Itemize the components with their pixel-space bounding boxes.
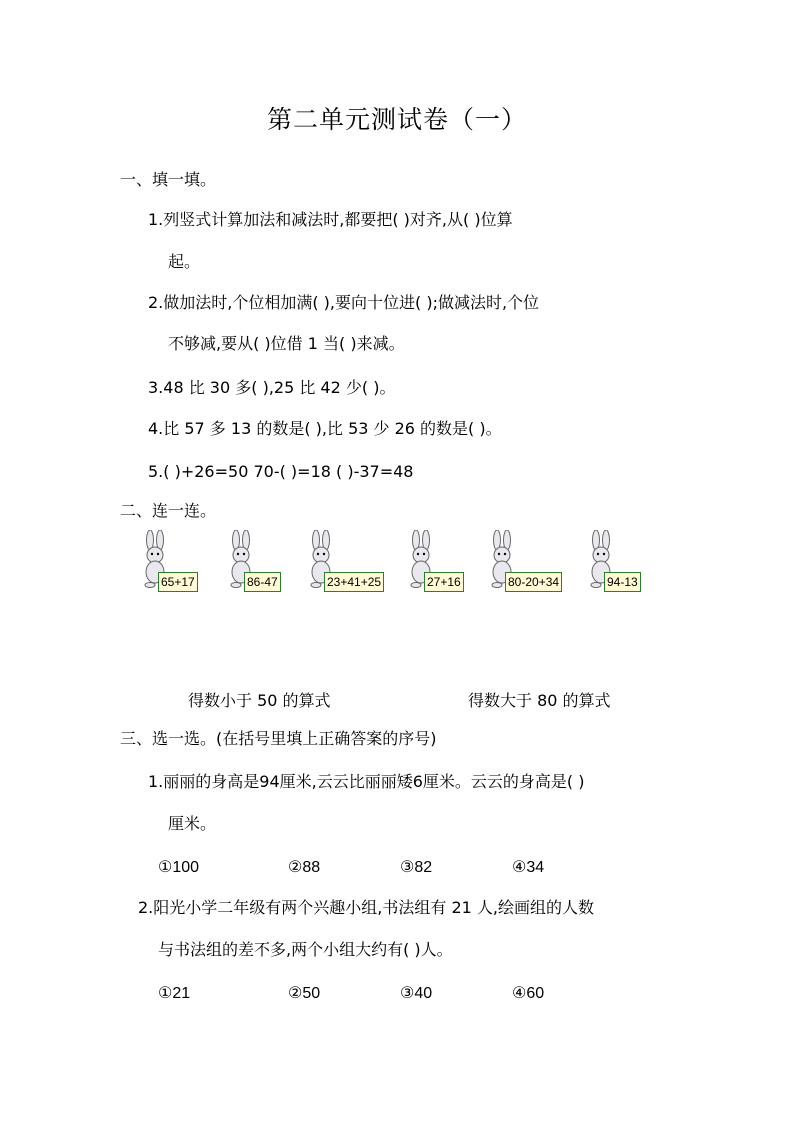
rabbit-row: [0, 530, 794, 600]
expression-card[interactable]: 27+16: [424, 572, 464, 592]
s1-q4: 4.比 57 多 13 的数是( ),比 53 少 26 的数是( )。: [148, 419, 502, 438]
s1-q1-line1: 1.列竖式计算加法和减法时,都要把( )对齐,从( )位算: [148, 210, 513, 229]
s3-q2-option-3[interactable]: ③40: [400, 985, 433, 1002]
s1-q3: 3.48 比 30 多( ),25 比 42 少( )。: [148, 378, 396, 397]
rabbit-card: [586, 530, 656, 590]
s3-q1-option-3[interactable]: ③82: [400, 859, 433, 876]
section1-heading: 一、填一填。: [120, 170, 217, 189]
s3-q1-line2: 厘米。: [168, 814, 217, 833]
rabbit-card: [306, 530, 382, 590]
s3-q2-line1: 2.阳光小学二年级有两个兴趣小组,书法组有 21 人,绘画组的人数: [138, 898, 594, 917]
rabbit-card: [226, 530, 296, 590]
rabbit-card: [487, 530, 560, 590]
expression-card[interactable]: 94-13: [604, 572, 641, 592]
section3-heading: 三、选一选。(在括号里填上正确答案的序号): [120, 729, 437, 748]
rabbit-card: [140, 530, 210, 590]
s3-q2-option-4[interactable]: ④60: [512, 985, 545, 1002]
expression-card[interactable]: 23+41+25: [324, 572, 384, 592]
page-title: 第二单元测试卷（一）: [266, 105, 527, 134]
s3-q1-option-2[interactable]: ②88: [288, 859, 321, 876]
rabbit-card: [406, 530, 476, 590]
s1-q2-line2: 不够减,要从( )位借 1 当( )来减。: [168, 334, 405, 353]
expression-card[interactable]: 65+17: [158, 572, 198, 592]
category-less-than-50[interactable]: 得数小于 50 的算式: [188, 691, 331, 710]
s3-q1-option-1[interactable]: ①100: [158, 859, 200, 876]
s1-q2-line1: 2.做加法时,个位相加满( ),要向十位进( );做减法时,个位: [148, 293, 540, 312]
s3-q1-option-4[interactable]: ④34: [512, 859, 545, 876]
section2-heading: 二、连一连。: [120, 501, 217, 520]
s1-q1-line2: 起。: [168, 252, 201, 271]
expression-card[interactable]: 80-20+34: [505, 572, 562, 592]
s3-q2-line2: 与书法组的差不多,两个小组大约有( )人。: [158, 940, 453, 959]
s3-q1-line1: 1.丽丽的身高是94厘米,云云比丽丽矮6厘米。云云的身高是( ): [148, 772, 585, 791]
expression-card[interactable]: 86-47: [244, 572, 281, 592]
s3-q2-option-1[interactable]: ①21: [158, 985, 191, 1002]
category-greater-than-80[interactable]: 得数大于 80 的算式: [468, 691, 611, 710]
s1-q5: 5.( )+26=50 70-( )=18 ( )-37=48: [148, 462, 414, 481]
s3-q2-option-2[interactable]: ②50: [288, 985, 321, 1002]
